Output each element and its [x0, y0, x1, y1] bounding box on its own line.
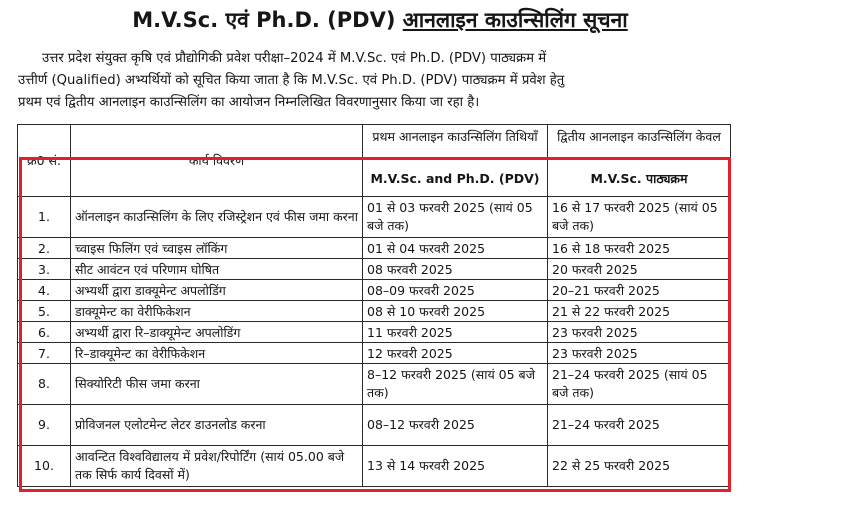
intro-line-2: उत्तीर्ण (Qualified) अभ्यर्थियों को सूचित किया जाता है कि M.V.Sc. एवं Ph.D. (PDV) पाठ्यक्रम में प्रवेश हेतु [18, 73, 565, 88]
table-row [18, 364, 731, 405]
header-phase2-top: द्वितीय आनलाइन काउन्सिलिंग केवल [548, 125, 731, 160]
table-row [18, 446, 731, 487]
row-activity: प्रोविजनल एलोटमेन्ट लेटर डाउनलोड करना [71, 405, 363, 446]
row-sn: 7. [18, 343, 71, 364]
table-row [18, 259, 731, 280]
title-prefix: M.V.Sc. एवं Ph.D. (PDV) [132, 8, 396, 32]
header-activity: कार्य विवरण [71, 125, 363, 197]
header-sn: क्र0 सं. [18, 125, 71, 197]
intro-line-3: प्रथम एवं द्वितीय आनलाइन काउन्सिलिंग का आयोजन निम्नलिखित विवरणानुसार किया जा रहा है। [18, 95, 480, 110]
row-phase1: 08 फरवरी 2025 [363, 259, 548, 280]
row-activity: रि–डाक्यूमेन्ट का वेरीफिकेशन [71, 343, 363, 364]
row-activity: डाक्यूमेन्ट का वेरीफिकेशन [71, 301, 363, 322]
row-phase1: 13 से 14 फरवरी 2025 [363, 446, 548, 487]
table-row [18, 280, 731, 301]
row-sn: 5. [18, 301, 71, 322]
row-sn: 3. [18, 259, 71, 280]
table-row [18, 238, 731, 259]
row-phase2: 23 फरवरी 2025 [548, 343, 731, 364]
row-phase1: 01 से 03 फरवरी 2025 (सायं 05 बजे तक) [363, 197, 548, 238]
row-sn: 9. [18, 405, 71, 446]
schedule-table [17, 124, 731, 487]
page-title [0, 6, 760, 34]
row-activity: च्वाइस फिलिंग एवं च्वाइस लॉकिंग [71, 238, 363, 259]
row-activity: आवन्टित विश्वविद्यालय में प्रवेश/रिपोर्टिंग (सायं 05.00 बजे तक सिर्फ कार्य दिवसों में) [71, 446, 363, 487]
row-activity: ऑनलाइन काउन्सिलिंग के लिए रजिस्ट्रेशन एवं फीस जमा करना [71, 197, 363, 238]
table-row [18, 301, 731, 322]
header-phase1-bottom: M.V.Sc. and Ph.D. (PDV) [363, 160, 548, 197]
row-phase2: 16 से 18 फरवरी 2025 [548, 238, 731, 259]
row-phase1: 11 फरवरी 2025 [363, 322, 548, 343]
intro-line-1: उत्तर प्रदेश संयुक्त कृषि एवं प्रौद्योगिकी प्रवेश परीक्षा–2024 में M.V.Sc. एवं Ph.D. (PDV) पाठ्यक्रम में [42, 51, 547, 66]
row-sn: 10. [18, 446, 71, 487]
row-sn: 2. [18, 238, 71, 259]
row-phase1: 08–09 फरवरी 2025 [363, 280, 548, 301]
table-row [18, 197, 731, 238]
row-sn: 4. [18, 280, 71, 301]
row-activity: सीट आवंटन एवं परिणाम घोषित [71, 259, 363, 280]
row-phase2: 20 फरवरी 2025 [548, 259, 731, 280]
table-row [18, 322, 731, 343]
row-phase2: 21 से 22 फरवरी 2025 [548, 301, 731, 322]
row-phase2: 16 से 17 फरवरी 2025 (सायं 05 बजे तक) [548, 197, 731, 238]
row-phase1: 08–12 फरवरी 2025 [363, 405, 548, 446]
row-phase2: 21–24 फरवरी 2025 [548, 405, 731, 446]
title-underlined: आनलाइन काउन्सिलिंग सूचना [402, 8, 628, 32]
row-phase1: 08 से 10 फरवरी 2025 [363, 301, 548, 322]
table-row [18, 405, 731, 446]
row-phase1: 01 से 04 फरवरी 2025 [363, 238, 548, 259]
table-row [18, 343, 731, 364]
row-activity: सिक्योरिटी फीस जमा करना [71, 364, 363, 405]
row-activity: अभ्यर्थी द्वारा डाक्यूमेन्ट अपलोडिंग [71, 280, 363, 301]
row-sn: 8. [18, 364, 71, 405]
row-activity: अभ्यर्थी द्वारा रि–डाक्यूमेन्ट अपलोडिंग [71, 322, 363, 343]
row-phase2: 21–24 फरवरी 2025 (सायं 05 बजे तक) [548, 364, 731, 405]
row-phase2: 23 फरवरी 2025 [548, 322, 731, 343]
row-phase1: 8–12 फरवरी 2025 (सायं 05 बजे तक) [363, 364, 548, 405]
header-phase1-top: प्रथम आनलाइन काउन्सिलिंग तिथियॉं [363, 125, 548, 160]
row-sn: 6. [18, 322, 71, 343]
row-phase2: 22 से 25 फरवरी 2025 [548, 446, 731, 487]
header-row-top [18, 125, 731, 160]
row-sn: 1. [18, 197, 71, 238]
row-phase2: 20–21 फरवरी 2025 [548, 280, 731, 301]
intro-paragraph [18, 48, 722, 114]
header-phase2-bottom: M.V.Sc. पाठ्यक्रम [548, 160, 731, 197]
row-phase1: 12 फरवरी 2025 [363, 343, 548, 364]
